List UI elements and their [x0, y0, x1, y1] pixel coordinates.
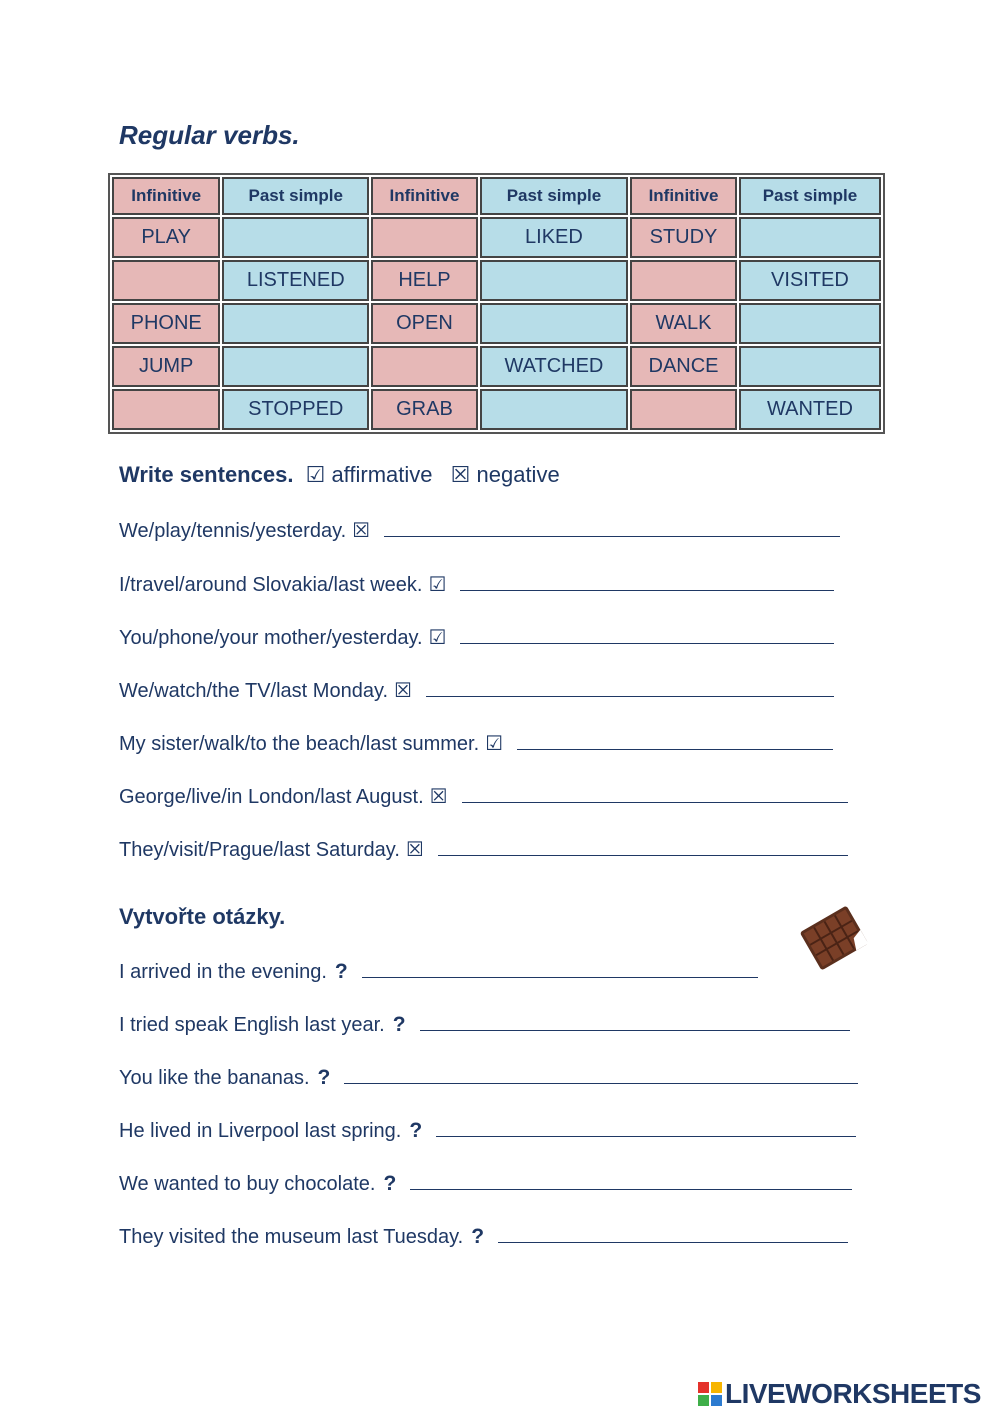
answer-blank[interactable] — [517, 731, 833, 750]
verb-cell: PHONE — [112, 303, 220, 344]
verb-cell: GRAB — [371, 389, 478, 430]
answer-cell[interactable] — [112, 260, 220, 301]
section-heading-questions: Vytvořte otázky. — [119, 904, 286, 929]
answer-blank[interactable] — [462, 784, 848, 803]
question-item — [119, 1065, 858, 1090]
logo-text: LIVEWORKSHEETS — [725, 1378, 981, 1409]
sentence-item — [119, 572, 834, 597]
table-header-cell: Past simple — [480, 177, 628, 215]
question-prompt: I tried speak English last year. — [119, 1014, 385, 1036]
sentence-prompt: We/watch/the TV/last Monday. — [119, 680, 389, 702]
checkbox-crossed-icon: ☒ — [429, 786, 448, 808]
answer-cell[interactable] — [222, 217, 369, 258]
table-header-cell: Infinitive — [112, 177, 220, 215]
question-mark-icon: ? — [409, 1119, 423, 1142]
question-item — [119, 1012, 850, 1037]
verb-cell: STOPPED — [222, 389, 369, 430]
sentence-item — [119, 837, 848, 862]
question-mark-icon: ? — [317, 1066, 331, 1089]
checkbox-crossed-icon: ☒ — [352, 520, 371, 542]
liveworksheets-logo — [698, 1378, 981, 1410]
question-prompt: They visited the museum last Tuesday. — [119, 1226, 464, 1248]
checkbox-checked-icon: ☑ — [428, 627, 447, 649]
sentence-prompt: They/visit/Prague/last Saturday. — [119, 839, 400, 861]
answer-cell[interactable] — [739, 346, 881, 387]
question-mark-icon: ? — [392, 1013, 406, 1036]
answer-blank[interactable] — [410, 1171, 852, 1190]
answer-cell[interactable] — [739, 217, 881, 258]
sentence-item — [119, 625, 834, 650]
answer-cell[interactable] — [112, 389, 220, 430]
logo-blocks-icon — [698, 1382, 722, 1406]
verb-cell: WALK — [630, 303, 737, 344]
answer-blank[interactable] — [498, 1224, 848, 1243]
answer-blank[interactable] — [384, 518, 840, 537]
answer-blank[interactable] — [460, 572, 834, 591]
table-row — [112, 346, 881, 387]
sentence-item — [119, 678, 834, 703]
answer-cell[interactable] — [371, 217, 478, 258]
checkbox-crossed-icon: ☒ — [450, 462, 471, 487]
table-row — [112, 217, 881, 258]
checkbox-crossed-icon: ☒ — [394, 680, 412, 702]
question-item — [119, 1118, 856, 1143]
verb-cell: VISITED — [739, 260, 881, 301]
verb-cell: LIKED — [480, 217, 628, 258]
verb-cell: WANTED — [739, 389, 881, 430]
sentence-item — [119, 784, 848, 809]
question-mark-icon: ? — [471, 1225, 485, 1248]
sentence-prompt: You/phone/your mother/yesterday. — [119, 627, 423, 649]
negative-label: negative — [476, 462, 560, 487]
verb-cell: STUDY — [630, 217, 737, 258]
verb-cell: OPEN — [371, 303, 478, 344]
checkbox-checked-icon: ☑ — [485, 733, 504, 755]
table-header-cell: Infinitive — [371, 177, 478, 215]
section-write-sentences — [119, 462, 560, 488]
sentence-prompt: My sister/walk/to the beach/last summer. — [119, 733, 480, 755]
sentence-prompt: George/live/in London/last August. — [119, 786, 424, 808]
question-prompt: We wanted to buy chocolate. — [119, 1173, 376, 1195]
question-mark-icon: ? — [334, 960, 348, 983]
verbs-table — [108, 173, 885, 434]
table-row — [112, 389, 881, 430]
section-heading: Write sentences. — [119, 462, 294, 487]
answer-cell[interactable] — [480, 260, 628, 301]
answer-cell[interactable] — [222, 346, 369, 387]
sentence-prompt: We/play/tennis/yesterday. — [119, 520, 347, 542]
page-title: Regular verbs. — [119, 120, 300, 150]
verb-cell: JUMP — [112, 346, 220, 387]
question-prompt: I arrived in the evening. — [119, 961, 327, 983]
question-prompt: You like the bananas. — [119, 1067, 310, 1089]
question-item — [119, 959, 758, 984]
table-row — [112, 260, 881, 301]
checkbox-checked-icon: ☑ — [305, 462, 326, 487]
answer-cell[interactable] — [480, 303, 628, 344]
verb-cell: PLAY — [112, 217, 220, 258]
table-header-cell: Past simple — [739, 177, 881, 215]
table-header-cell: Past simple — [222, 177, 369, 215]
verb-cell: HELP — [371, 260, 478, 301]
answer-cell[interactable] — [630, 389, 737, 430]
sentence-item — [119, 731, 833, 756]
sentence-item — [119, 518, 840, 543]
checkbox-checked-icon: ☑ — [428, 574, 447, 596]
answer-cell[interactable] — [739, 303, 881, 344]
question-item — [119, 1171, 852, 1196]
answer-blank[interactable] — [344, 1065, 858, 1084]
question-mark-icon: ? — [383, 1172, 397, 1195]
answer-blank[interactable] — [420, 1012, 850, 1031]
sentence-prompt: I/travel/around Slovakia/last week. — [119, 574, 423, 596]
table-header-cell: Infinitive — [630, 177, 737, 215]
answer-cell[interactable] — [371, 346, 478, 387]
answer-blank[interactable] — [426, 678, 834, 697]
answer-blank[interactable] — [438, 837, 848, 856]
chocolate-image — [793, 898, 875, 978]
verb-cell: DANCE — [630, 346, 737, 387]
question-prompt: He lived in Liverpool last spring. — [119, 1120, 402, 1142]
answer-cell[interactable] — [480, 389, 628, 430]
answer-blank[interactable] — [436, 1118, 856, 1137]
answer-blank[interactable] — [460, 625, 834, 644]
answer-blank[interactable] — [362, 959, 758, 978]
answer-cell[interactable] — [222, 303, 369, 344]
verb-cell: LISTENED — [222, 260, 369, 301]
question-item — [119, 1224, 848, 1249]
answer-cell[interactable] — [630, 260, 737, 301]
verb-cell: WATCHED — [480, 346, 628, 387]
table-row — [112, 303, 881, 344]
affirmative-label: affirmative — [331, 462, 433, 487]
checkbox-crossed-icon: ☒ — [405, 839, 424, 861]
